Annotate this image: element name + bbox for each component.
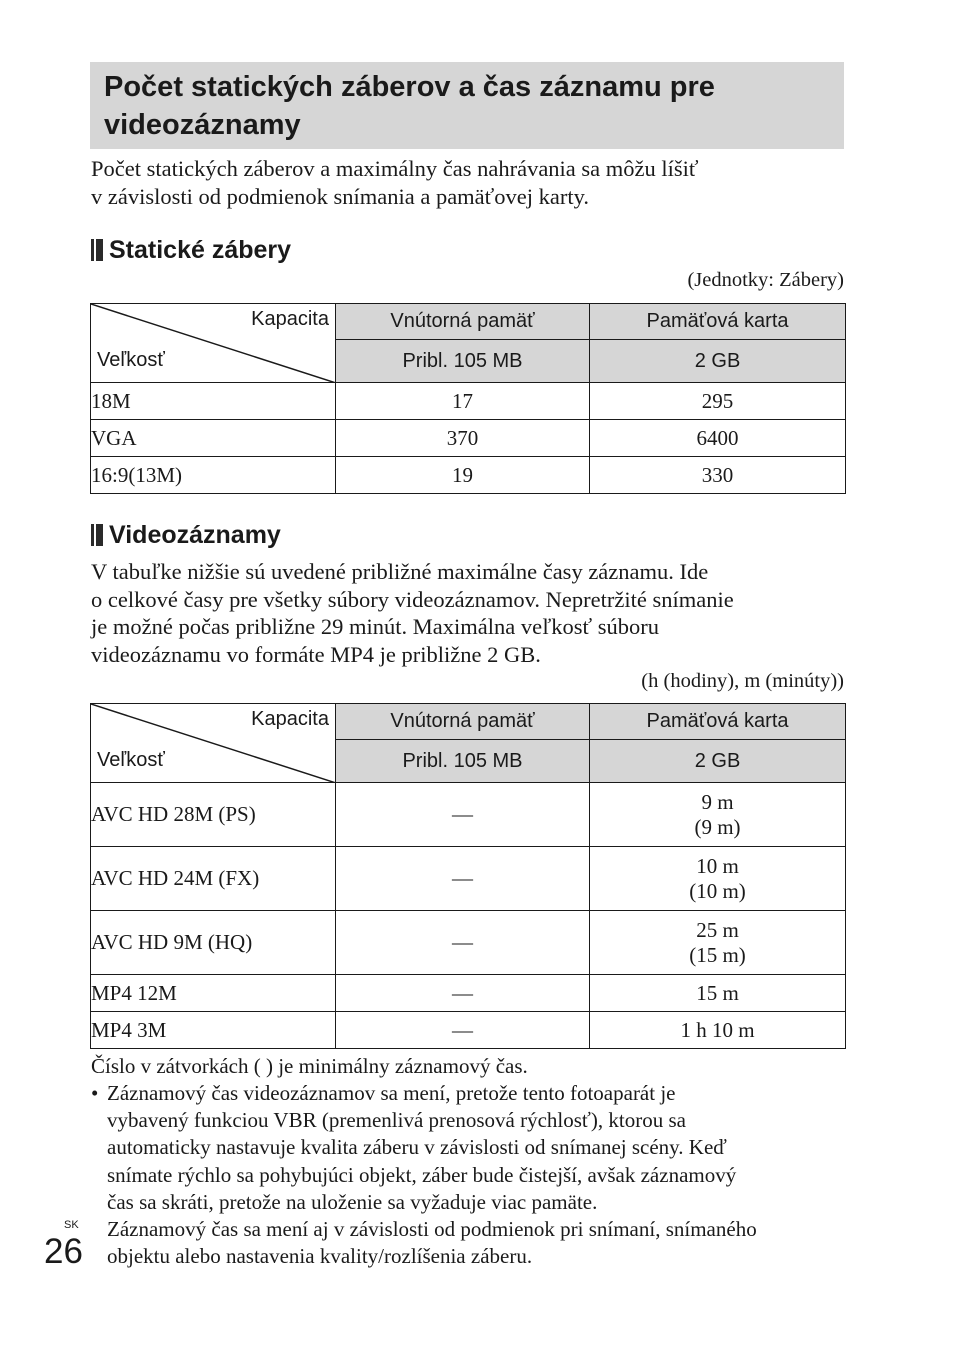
internal-cell: 370 <box>336 420 590 457</box>
size-cell: MP4 12M <box>91 975 336 1012</box>
card-cell <box>590 847 846 911</box>
section-marker-icon <box>91 524 103 546</box>
card-cell <box>590 783 846 847</box>
video-paragraph-line: je možné počas približne 29 minút. Maximálna veľkosť súboru <box>91 614 660 639</box>
note-line: vybavený funkciou VBR (premenlivá prenosová rýchlosť), ktorou sa <box>107 1108 686 1133</box>
bullet-icon: • <box>91 1081 99 1105</box>
video-paragraph-line: o celkové časy pre všetky súbory videozáznamov. Nepretržité snímanie <box>91 586 734 612</box>
size-cell: MP4 3M <box>91 1012 336 1049</box>
size-cell: VGA <box>91 420 336 457</box>
card-cell: 295 <box>590 383 846 420</box>
still-table <box>90 303 846 494</box>
card-min-time: (15 m) <box>689 942 746 967</box>
list-item <box>91 1080 851 1216</box>
internal-header: Vnútorná pamäť <box>336 704 590 740</box>
table-row <box>91 457 846 494</box>
section-marker-icon <box>91 239 103 261</box>
note-line: Záznamový čas videozáznamov sa mení, pretože tento fotoaparát je <box>107 1081 676 1105</box>
table-row <box>91 420 846 457</box>
note-line: automaticky nastavuje kvalita záberu v závislosti od snímanej scény. Keď <box>107 1135 727 1160</box>
video-table <box>90 703 846 1049</box>
internal-cell: — <box>336 1012 590 1049</box>
still-header-corner <box>91 304 336 383</box>
note-line: snímate rýchlo sa pohybujúci objekt, záber bude čistejší, avšak záznamový <box>107 1162 737 1187</box>
internal-cell: 17 <box>336 383 590 420</box>
video-paragraph <box>91 558 734 668</box>
capacity-label: Kapacita <box>251 708 329 730</box>
list-item <box>91 1216 851 1270</box>
video-header-corner <box>91 704 336 783</box>
size-label: Veľkosť <box>97 349 165 371</box>
internal-cell: — <box>336 847 590 911</box>
card-cell: 1 h 10 m <box>590 1012 846 1049</box>
note-line: Záznamový čas sa mení aj v závislosti od podmienok pri snímaní, snímaného <box>107 1217 757 1242</box>
intro-line: Počet statických záberov a maximálny čas nahrávania sa môžu líšiť <box>91 156 699 181</box>
card-cell: 330 <box>590 457 846 494</box>
table-row <box>91 783 846 847</box>
card-cell <box>590 911 846 975</box>
card-min-time: (9 m) <box>694 814 741 839</box>
size-cell: AVC HD 28M (PS) <box>91 783 336 847</box>
card-cell: 15 m <box>590 975 846 1012</box>
video-heading-label: Videozáznamy <box>109 521 281 549</box>
still-units: (Jednotky: Zábery) <box>687 269 844 291</box>
table-row <box>91 847 846 911</box>
internal-size-header: Pribl. 105 MB <box>336 740 590 783</box>
internal-header: Vnútorná pamäť <box>336 304 590 340</box>
still-heading-label: Statické zábery <box>109 236 292 264</box>
card-time: 10 m <box>696 853 739 878</box>
card-size-header: 2 GB <box>590 340 846 383</box>
footnote: Číslo v zátvorkách ( ) je minimálny záznamový čas. <box>91 1054 528 1078</box>
card-cell: 6400 <box>590 420 846 457</box>
page-language: SK <box>64 1219 79 1231</box>
still-heading <box>91 235 291 265</box>
internal-cell: — <box>336 783 590 847</box>
internal-cell: — <box>336 911 590 975</box>
table-row <box>91 911 846 975</box>
video-paragraph-line: V tabuľke nižšie sú uvedené približné maximálne časy záznamu. Ide <box>91 559 709 584</box>
size-cell: 16:9(13M) <box>91 457 336 494</box>
notes-list <box>91 1080 851 1270</box>
internal-cell: 19 <box>336 457 590 494</box>
card-header: Pamäťová karta <box>590 704 846 740</box>
note-line: čas sa skráti, pretože na uloženie sa vyžaduje viac pamäte. <box>107 1189 598 1214</box>
intro-paragraph <box>91 155 699 210</box>
page-number: 26 <box>44 1232 83 1271</box>
card-time: 25 m <box>696 917 739 942</box>
size-cell: 18M <box>91 383 336 420</box>
intro-line: v závislosti od podmienok snímania a pamäťovej karty. <box>91 183 590 209</box>
page-title: Počet statických záberov a čas záznamu pre videozáznamy <box>90 62 844 149</box>
video-units: (h (hodiny), m (minúty)) <box>641 670 844 692</box>
size-cell: AVC HD 24M (FX) <box>91 847 336 911</box>
capacity-label: Kapacita <box>251 308 329 330</box>
card-min-time: (10 m) <box>689 878 746 903</box>
table-row <box>91 383 846 420</box>
size-label: Veľkosť <box>97 749 165 771</box>
table-row <box>91 1012 846 1049</box>
video-paragraph-line: videozáznamu vo formáte MP4 je približne 2 GB. <box>91 641 541 667</box>
note-line: objektu alebo nastavenia kvality/rozlíšenia záberu. <box>107 1244 533 1269</box>
internal-size-header: Pribl. 105 MB <box>336 340 590 383</box>
internal-cell: — <box>336 975 590 1012</box>
card-size-header: 2 GB <box>590 740 846 783</box>
card-time: 9 m <box>701 789 734 814</box>
size-cell: AVC HD 9M (HQ) <box>91 911 336 975</box>
card-header: Pamäťová karta <box>590 304 846 340</box>
table-row <box>91 975 846 1012</box>
video-heading <box>91 520 281 550</box>
